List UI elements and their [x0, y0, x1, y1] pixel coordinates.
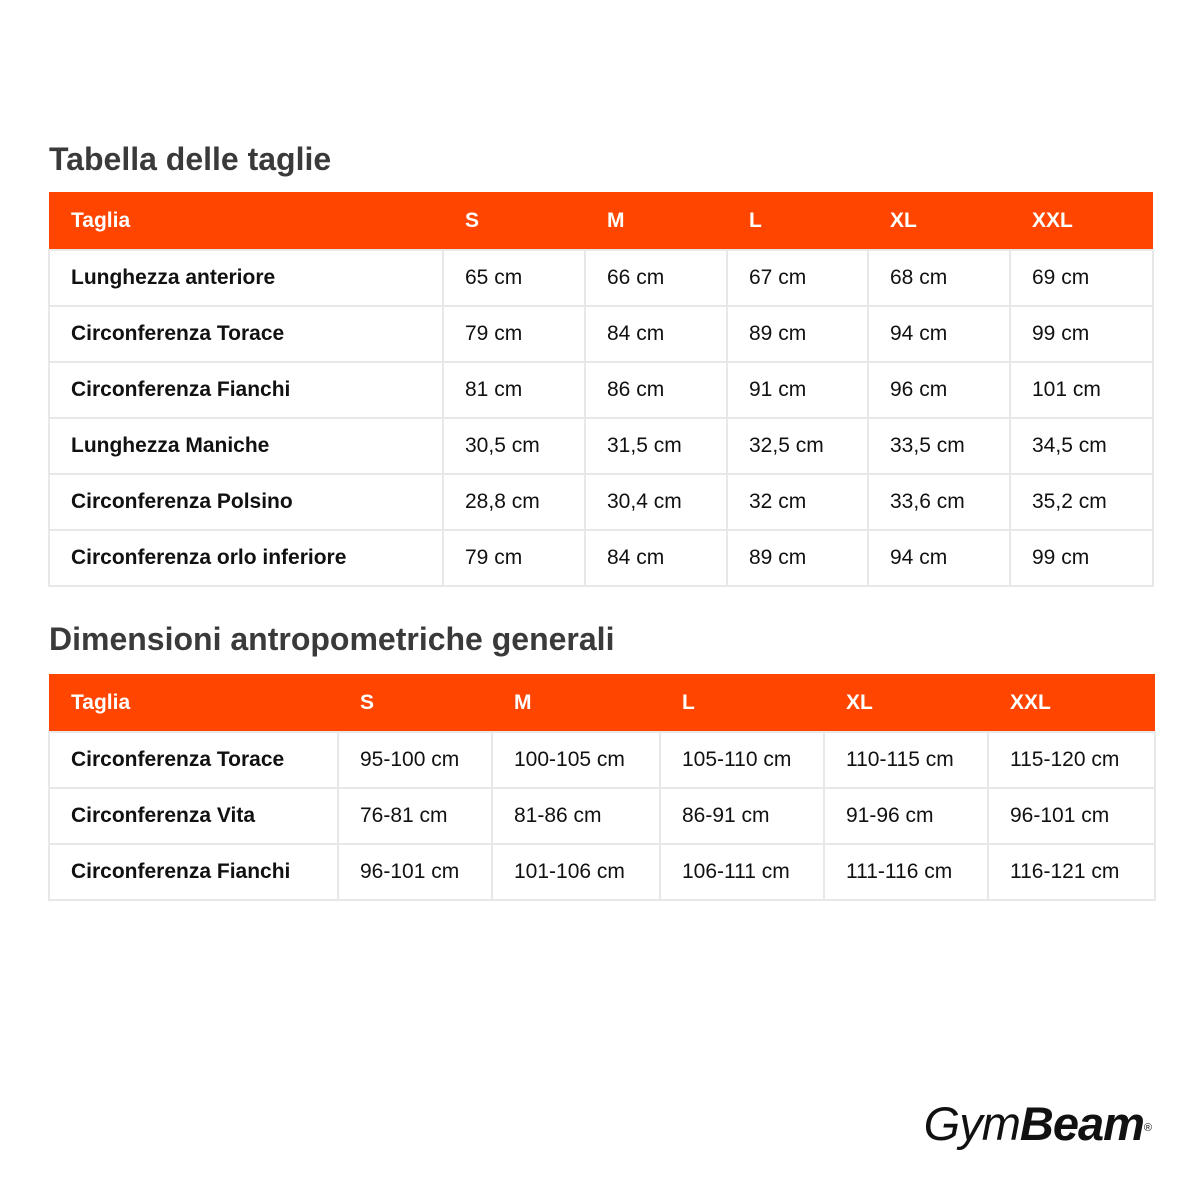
table-cell: 116-121 cm — [988, 844, 1155, 900]
table-row — [49, 530, 1153, 586]
table-cell: 33,5 cm — [868, 418, 1010, 474]
header-size-l: L — [660, 674, 824, 732]
table-cell: 86 cm — [585, 362, 727, 418]
table-cell: 115-120 cm — [988, 732, 1155, 788]
header-size-s: S — [338, 674, 492, 732]
row-label: Circonferenza Torace — [49, 732, 338, 788]
anthropometric-table-title: Dimensioni antropometriche generali — [49, 621, 615, 657]
header-size-label: Taglia — [49, 674, 338, 732]
row-label: Circonferenza Fianchi — [49, 362, 443, 418]
table-cell: 96-101 cm — [338, 844, 492, 900]
registered-mark: ® — [1143, 1122, 1152, 1134]
table-row — [49, 474, 1153, 530]
table-row — [49, 844, 1155, 900]
table-cell: 91-96 cm — [824, 788, 988, 844]
table-cell: 34,5 cm — [1010, 418, 1153, 474]
row-label: Circonferenza Fianchi — [49, 844, 338, 900]
size-table — [48, 192, 1154, 587]
table-cell: 89 cm — [727, 530, 868, 586]
table-row — [49, 250, 1153, 306]
table-row — [49, 306, 1153, 362]
table-cell: 35,2 cm — [1010, 474, 1153, 530]
table-cell: 84 cm — [585, 306, 727, 362]
table-cell: 66 cm — [585, 250, 727, 306]
table-cell: 69 cm — [1010, 250, 1153, 306]
table-row — [49, 788, 1155, 844]
table-cell: 95-100 cm — [338, 732, 492, 788]
logo-text-beam: Beam — [1019, 1097, 1144, 1150]
header-size-m: M — [492, 674, 660, 732]
table-cell: 79 cm — [443, 306, 585, 362]
header-size-xxl: XXL — [988, 674, 1155, 732]
anthropometric-table — [48, 674, 1156, 901]
table-cell: 111-116 cm — [824, 844, 988, 900]
table-cell: 68 cm — [868, 250, 1010, 306]
header-size-l: L — [727, 192, 868, 250]
table-cell: 33,6 cm — [868, 474, 1010, 530]
row-label: Circonferenza Torace — [49, 306, 443, 362]
header-size-s: S — [443, 192, 585, 250]
header-size-xl: XL — [868, 192, 1010, 250]
table-cell: 30,5 cm — [443, 418, 585, 474]
table-cell: 106-111 cm — [660, 844, 824, 900]
table-cell: 94 cm — [868, 306, 1010, 362]
table-cell: 110-115 cm — [824, 732, 988, 788]
table-cell: 32,5 cm — [727, 418, 868, 474]
table-cell: 28,8 cm — [443, 474, 585, 530]
table-row — [49, 362, 1153, 418]
table-cell: 99 cm — [1010, 306, 1153, 362]
table-cell: 101-106 cm — [492, 844, 660, 900]
table-cell: 96 cm — [868, 362, 1010, 418]
size-table-header-row — [49, 192, 1153, 250]
header-size-xxl: XXL — [1010, 192, 1153, 250]
header-size-xl: XL — [824, 674, 988, 732]
table-row — [49, 418, 1153, 474]
table-cell: 86-91 cm — [660, 788, 824, 844]
table-cell: 67 cm — [727, 250, 868, 306]
row-label: Lunghezza Maniche — [49, 418, 443, 474]
table-row — [49, 732, 1155, 788]
table-cell: 76-81 cm — [338, 788, 492, 844]
table-cell: 89 cm — [727, 306, 868, 362]
logo-text-gym: Gym — [923, 1097, 1020, 1150]
table-cell: 32 cm — [727, 474, 868, 530]
table-cell: 65 cm — [443, 250, 585, 306]
table-cell: 101 cm — [1010, 362, 1153, 418]
table-cell: 31,5 cm — [585, 418, 727, 474]
table-cell: 30,4 cm — [585, 474, 727, 530]
table-cell: 84 cm — [585, 530, 727, 586]
header-size-label: Taglia — [49, 192, 443, 250]
table-cell: 96-101 cm — [988, 788, 1155, 844]
table-cell: 99 cm — [1010, 530, 1153, 586]
gymbeam-logo — [924, 1098, 1152, 1150]
table-cell: 94 cm — [868, 530, 1010, 586]
table-cell: 81 cm — [443, 362, 585, 418]
table-cell: 105-110 cm — [660, 732, 824, 788]
table-cell: 91 cm — [727, 362, 868, 418]
size-table-title: Tabella delle taglie — [49, 141, 332, 177]
row-label: Lunghezza anteriore — [49, 250, 443, 306]
row-label: Circonferenza Vita — [49, 788, 338, 844]
row-label: Circonferenza orlo inferiore — [49, 530, 443, 586]
anthropometric-table-header-row — [49, 674, 1155, 732]
header-size-m: M — [585, 192, 727, 250]
table-cell: 81-86 cm — [492, 788, 660, 844]
table-cell: 79 cm — [443, 530, 585, 586]
row-label: Circonferenza Polsino — [49, 474, 443, 530]
table-cell: 100-105 cm — [492, 732, 660, 788]
